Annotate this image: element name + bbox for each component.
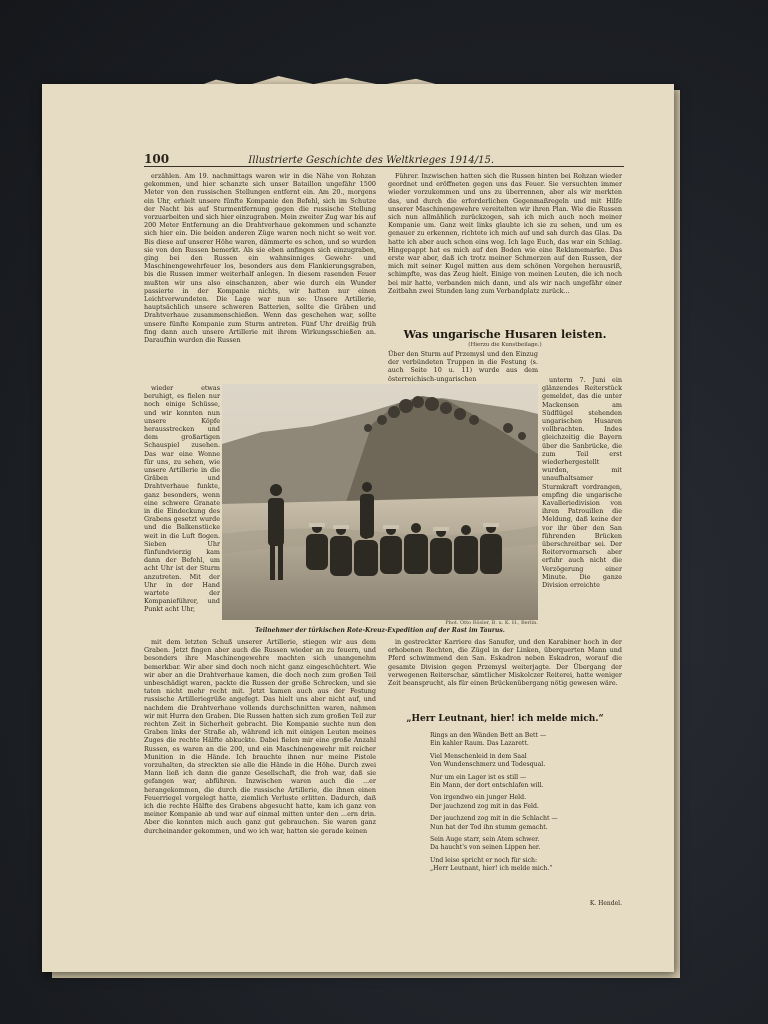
poem-line: Von irgendwo ein junger Held. xyxy=(430,794,527,802)
photograph-image xyxy=(222,384,538,620)
page-number: 100 xyxy=(144,152,170,166)
poem-line: Und leise spricht er noch für sich: xyxy=(430,856,538,864)
article-column-left-top xyxy=(144,172,376,384)
poem-stanza xyxy=(430,794,630,811)
poem-title: „Herr Leutnant, hier! ich melde mich.“ xyxy=(406,714,604,724)
poem-stanza xyxy=(430,774,630,791)
photo-credit: Phot. Otto Rösler, B. u. K. H., Berlin. xyxy=(445,620,538,626)
poem-stanza xyxy=(430,753,630,770)
section-source-note: (Hierzu die Kunstbeilage.) xyxy=(468,342,542,348)
poem-line: Rings an den Wänden Bett an Bett — xyxy=(430,732,547,739)
poem-line: Nur um ein Lager ist es still — xyxy=(430,773,527,781)
article-column-right-mid xyxy=(388,638,622,700)
poem-stanza xyxy=(430,815,630,832)
poem-line: Nun hat der Tod ihn stumm gemacht. xyxy=(430,823,548,831)
poem-line: Ein kahler Raum. Das Lazarett. xyxy=(430,740,529,748)
poem-line: Sein Auge starr, sein Atem schwer. xyxy=(430,836,540,844)
expedition-photograph xyxy=(222,384,538,620)
poem-stanza xyxy=(430,732,630,749)
article-text: unterm 7. Juni ein glänzendes Reiterstück gemeldet, das die unter Mackensen am Südflügel stehenden ungarischen Husaren vollbrachten. Indes gleichzeitig die Bayern über die Sanbrücke, die zum Teil erst wiederhergestellt wurden, mit unaufhaltsamer Sturmkraft vordrangen, empfing die ungarische Kavalleriedivision von ihren Patrouillen die Meldung, daß keine der vor ihr über den San führenden Brücken überschreitbar sei. Der Reitervormarsch aber erfuhr auch nicht die Verzögerung einer Minute. Die ganze Division erreichte xyxy=(542,376,622,590)
page-header xyxy=(144,150,624,167)
section-heading: Was ungarische Husaren leisten. xyxy=(403,328,607,341)
article-column-right-top xyxy=(388,172,622,324)
running-title: Illustrierte Geschichte des Weltkrieges 1914/15. xyxy=(248,155,494,166)
article-column-left-bottom xyxy=(144,638,376,888)
poem-stanza xyxy=(430,857,630,874)
article-column-right-narrow xyxy=(542,376,622,636)
photo-caption: Teilnehmer der türkischen Rote-Kreuz-Expedition auf der Rast im Taurus. xyxy=(255,627,505,634)
article-text: in gestreckter Karriere das Sanufer, und den Karabiner hoch in der erhobenen Rechten, die Zügel in der Linken, überquerten Mann und Pferd schwimmend den San. Eskadron neben Eskadron, worauf die gesamte Division gegen Przemysl weiterjagte. Der Übergang der verwegenen Reiterschar, sämtlicher Miskolczer Reiterei, hatte weniger Zeit beansprucht, als für einen Brückenübergang nötig gewesen wäre. xyxy=(388,638,622,688)
poem-line: „Herr Leutnant, hier! ich melde mich.“ xyxy=(430,865,553,873)
poem-line: Von Wundenschmerz und Todesqual. xyxy=(430,761,546,769)
poem xyxy=(430,732,630,878)
article-text: wieder etwas beruhigt, es fielen nur noch einige Schüsse, und wir konnten nun unsere Köpfe herausstrecken und dem großartigen Schauspiel zusehen. Das war eine Wonne für uns, zu sehen, wie unsere Artillerie in die Gräben und Drahtverhaue funkte, ganz besonders, wenn eine schwere Granate in die Eindeckung des Grabens gesetzt wurde und die Balkenstücke weit in die Luft flogen. Sieben Uhr fünfundvierzig kam dann der Befehl, um acht Uhr ist der Sturm anzutreten. Mit der Uhr in der Hand wartete der Kompanieführer, und Punkt acht Uhr, xyxy=(144,384,220,614)
poem-author: K. Hendel. xyxy=(589,900,622,907)
poem-line: Der jauchzend zog mit in das Feld. xyxy=(430,802,539,810)
article-text: erzählen. Am 19. nachmittags waren wir in die Nähe von Rohzan gekommen, und hier schanzte sich unser Bataillon ungefähr 1500 Meter von den russischen Stellungen entfernt ein. Am 20., morgens ein Uhr, erhielt unsere fünfte Kompanie den Befehl, sich im Schutze der Nacht bis auf Sturmentfernung gegen die russische Stellung vorzuarbeiten und sich hier einzugraben. Mein zweiter Zug war bis auf 200 Meter Entfernung an die Drahtverhaue gekommen und schanzte sich hier ein. Die beiden anderen Züge waren noch nicht so weit vor. Bis diese auf unserer Höhe waren, dämmerte es schon, und so wurden sie von den Russen bemerkt. Als sie eben anfingen sich einzugraben, ging bei den Russen ein wahnsinniges Gewehr- und Maschinengewehrfeuer los, besonders aus dem Flankierungsgraben, bis die Russen immer weiterhalf anlegen. In diesem rasenden Feuer mußten wir uns also einschanzen, aber wie durch ein Wunder passierte in der Kompanie nichts, wir hatten nur einen Leichtverwundeten. Die Lage war nun so: Unsere Artillerie, hauptsächlich unsere schweren Batterien, sollte die Gräben und Drahtverhaue zusammenschießen. Wenn das geschehen war, sollte unsere fünfte Kompanie zum Sturm antreten. Fünf Uhr dreißig früh fing dann auch unsere Artillerie mit ihrem Wirkungsschießen an. Daraufhin wurden die Russen xyxy=(144,172,376,345)
article-text: mit dem letzten Schuß unserer Artillerie, stiegen wir aus dem Graben. Jetzt fingen aber auch die Russen wieder an zu feuern, und besonders ihre Maschinengewehre machten sich unangenehm bemerkbar. Wir aber sind doch noch nicht ganz eingeschüchtert. Wie wir aber an die Drahtverhaue kamen, die doch noch zum großen Teil unbeschädigt waren, packte die Russen der große Schrecken, und sie taten nicht mehr recht mit. Jetzt kamen auch aus der Festung russische Artilleriegrüße angefegt. Das hielt uns aber nicht auf, und nachdem die Drahtverhaue vollends durchschnitten waren, nahmen wir mit Hurra den Graben. Die Russen hatten sich zum großen Teil zur rechten Zeit in Sicherheit gebracht. Die Kompanie suchte nun den Graben links der Straße ab, während ich mit einigen Leuten meines Zuges die rechte Hälfte abkuckte. Dabei fielen mir eine große Anzahl Russen, es waren an die 200, und ein Maschinengewehr mit reicher Munition in die Hände. Ich brauchte ihnen nur meine Pistole vorzuhalten, da streckten sie alle die Hände in die Höhe. Durch zwei Mann ließ ich dann die ganze Gesellschaft, die froh war, daß sie gefangen war, abführen. Inzwischen waren auch die ...er herangekommen, die durch die russische Artillerie, die ihnen einen Feuerriegel vorgelegt hatte, ziemlich Verluste erlitten. Dadurch, daß ich die rechte Hälfte des Grabens abgesucht hatte, kam ich ganz von meiner Kompanie ab und war auf einmal mitten unter den ...ern drin. Aber die konnten mich auch ganz gut gebrauchen. Sie waren ganz durcheinander gekommen, und wo ich war, hatten sie gerade keinen xyxy=(144,638,376,835)
poem-line: Viel Menschenleid in dem Saal xyxy=(430,752,527,760)
article-column-left-narrow xyxy=(144,384,220,638)
section-lead-text: Über den Sturm auf Przemysl und den Einzug der verbündeten Truppen in die Festung (s. auch Seite 10 u. 11) wurde aus dem österreichisch-ungarischen xyxy=(388,350,538,383)
poem-line: Der jauchzend zog mit in die Schlacht — xyxy=(430,815,558,823)
poem-line: Da haucht's von seinen Lippen her. xyxy=(430,844,541,852)
poem-line: Ein Mann, der dort entschlafen will. xyxy=(430,782,544,790)
poem-stanza xyxy=(430,836,630,853)
article-text: Führer. Inzwischen hatten sich die Russen hinten bei Rohzan wieder geordnet und eröffneten gegen uns das Feuer. Sie versuchten immer wieder vorzukommen und uns zu überrennen, aber als wir merkten das, und durch die erforderlichen Gegenmaßregeln und mit Hilfe unserer Maschinengewehre vereitelten wir ihren Plan. Wie die Russen sich nun allmählich zurückzogen, sah ich mich auch noch meiner Kompanie um. Ganz weit links glaubte ich sie zu sehen, und um es genauer zu erkennen, richtete ich mich auf und sah durch das Glas. Da hatte ich aber auch schon eins weg. Ich lage Euch, das war ein Schlag. Hingepappt hat es mich auf den Boden wie eine Reklamemarke. Das erste war aber, daß ich trotz meiner Schmerzen auf den Russen, der mich mit seiner Kugel mitten aus dem schönen Vorgehen herausriß, schimpfte, was das Zeug hielt. Einige von meinen Leuten, die ich noch bei mir hatte, verbanden mich dann, und als wir nach ungefähr einer Zeitbahn zwei Stunden lang zum Verbandplatz zurück... xyxy=(388,172,622,295)
